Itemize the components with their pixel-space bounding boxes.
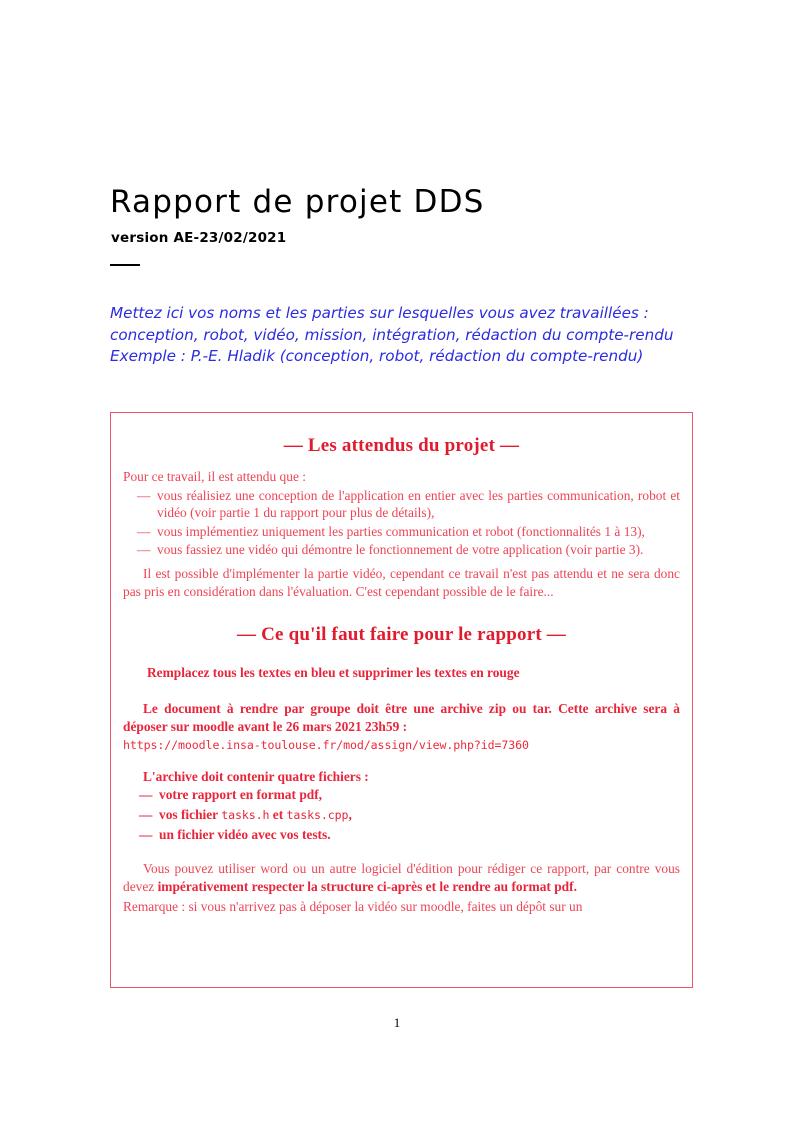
- moodle-url[interactable]: https://moodle.insa-toulouse.fr/mod/assign/view.php?id=7360: [123, 738, 529, 753]
- title-block: [110, 185, 710, 266]
- closing-text-1: Vous pouvez utiliser word ou un autre logiciel d'édition pour rédiger ce rapport, par contre vous devez: [123, 861, 680, 894]
- closing-emphasis: impérativement respecter la structure ci-après et le rendre au format pdf: [157, 878, 574, 894]
- red-box-content: [111, 435, 692, 916]
- list-dash-icon: —: [139, 787, 153, 803]
- file-item-text: un fichier vidéo avec vos tests.: [159, 826, 331, 842]
- list-dash-icon: —: [139, 826, 153, 842]
- list-dash-icon: —: [137, 523, 151, 539]
- list-item-text: vous fassiez une vidéo qui démontre le fonctionnement de votre application (voir partie 3).: [157, 542, 644, 558]
- file-item-text: votre rapport en format pdf,: [159, 787, 323, 803]
- file-item-conjunction: et: [269, 806, 287, 822]
- list-item: [123, 541, 680, 559]
- red-box-heading-report: — Ce qu'il faut faire pour le rapport —: [236, 624, 567, 646]
- blue-instruction-line-1: Mettez ici vos noms et les parties sur lesquelles vous avez travaillées :: [110, 304, 649, 322]
- title-divider: [110, 264, 140, 267]
- files-intro: L'archive doit contenir quatre fichiers :: [143, 769, 369, 785]
- delivery-paragraph: [123, 700, 680, 737]
- document-version: version AE-23/02/2021: [111, 229, 287, 246]
- video-note-paragraph: Il est possible d'implémenter la partie vidéo, cependant ce travail n'est pas attendu et ne sera donc pas pris en considération dans l'évaluation. C'est cependant possible de le faire...: [123, 565, 680, 599]
- required-files-list: [123, 786, 680, 844]
- expectations-list: [123, 487, 680, 559]
- expectations-intro: Pour ce travail, il est attendu que :: [123, 469, 306, 484]
- file-item-text: vos fichier: [159, 806, 222, 822]
- delivery-colon: :: [399, 718, 408, 734]
- list-dash-icon: —: [137, 487, 151, 503]
- red-instructions-box: [110, 412, 693, 988]
- delivery-deadline: 26 mars 2021 23h59: [285, 718, 400, 734]
- file-name-tasks-cpp: tasks.cpp: [286, 807, 349, 822]
- closing-paragraph: [123, 860, 680, 895]
- list-item: [123, 523, 680, 541]
- list-item-text: vous réalisiez une conception de l'application en entier avec les parties communication, robot et vidéo (voir partie 1 du rapport pour plus de détails),: [157, 487, 680, 521]
- list-dash-icon: —: [137, 542, 151, 558]
- closing-text-2: .: [573, 878, 577, 894]
- page-title: Rapport de projet DDS: [110, 184, 485, 220]
- list-item: [123, 786, 680, 805]
- replace-text-notice: Remplacez tous les textes en bleu et supprimer les textes en rouge: [147, 665, 520, 681]
- list-item-text: vous implémentiez uniquement les parties communication et robot (fonctionnalités 1 à 13),: [157, 523, 645, 539]
- delivery-text: Le document à rendre par groupe doit être une archive zip ou tar. Cette archive sera à déposer sur moodle avant le: [123, 700, 680, 734]
- blue-instruction-block: [110, 303, 720, 368]
- list-dash-icon: —: [139, 806, 153, 822]
- page-number: 1: [393, 1015, 401, 1030]
- list-item: [123, 826, 680, 845]
- file-item-suffix: ,: [348, 806, 352, 822]
- blue-instruction-line-2: conception, robot, vidéo, mission, intégration, rédaction du compte-rendu: [110, 325, 674, 344]
- file-name-tasks-h: tasks.h: [221, 807, 270, 822]
- list-item: [123, 487, 680, 522]
- remark-paragraph: Remarque : si vous n'arrivez pas à déposer la vidéo sur moodle, faites un dépôt sur un: [123, 899, 583, 915]
- red-box-heading-expectations: — Les attendus du projet —: [283, 435, 520, 456]
- blue-instruction-line-3: Exemple : P.-E. Hladik (conception, robot, rédaction du compte-rendu): [110, 347, 644, 366]
- list-item: [123, 806, 680, 825]
